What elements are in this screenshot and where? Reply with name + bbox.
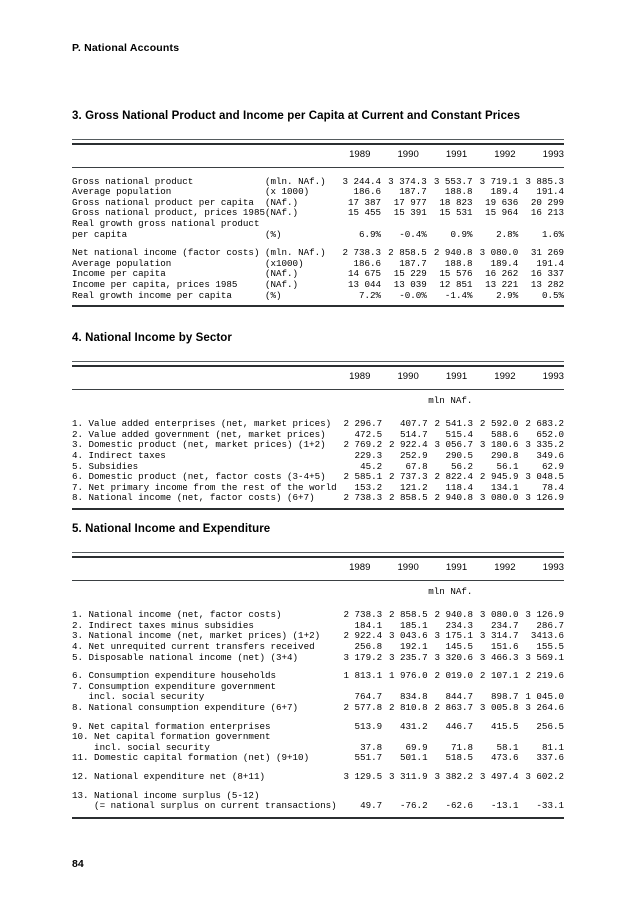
row-value: 3 311.9 <box>388 770 428 782</box>
row-label: 5. Disposable national income (net) (3+4) <box>72 651 299 663</box>
row-value: 188.8 <box>444 186 473 198</box>
row-value: 13 044 <box>347 278 382 290</box>
row-value: 3 314.7 <box>479 630 519 642</box>
row-value: 3 497.4 <box>479 770 519 782</box>
row-value: 229.3 <box>354 449 383 461</box>
row-value: 3 382.2 <box>434 770 474 782</box>
row-unit: (mln. NAf.) <box>264 175 326 187</box>
row-value: 764.7 <box>354 691 383 703</box>
row-value: 187.7 <box>399 186 427 198</box>
row-label: Real growth gross national product <box>72 217 260 229</box>
row-value: -33.1 <box>536 800 564 812</box>
row-value: 2 019.0 <box>434 670 474 682</box>
row-label: 2. Indirect taxes minus subsidies <box>72 619 254 631</box>
column-header-year: 1992 <box>494 562 516 573</box>
unit-note-row <box>72 581 564 602</box>
row-value: 513.9 <box>354 720 383 732</box>
table-header-row <box>72 558 564 580</box>
row-value: 252.9 <box>400 449 428 461</box>
row-label: 7. Net primary income from the rest of the world <box>72 481 337 493</box>
row-value: 501.1 <box>400 752 428 764</box>
row-value: 16 337 <box>530 268 564 280</box>
row-value: 69.9 <box>405 741 428 753</box>
row-label: 13. National income surplus (5-12) <box>72 789 260 801</box>
row-value: 15 229 <box>393 268 427 280</box>
table-row <box>72 280 564 291</box>
row-unit: (NAf.) <box>264 207 299 219</box>
row-value: -1.4% <box>444 289 473 301</box>
column-header-year: 1989 <box>349 149 371 160</box>
row-value: 17 387 <box>347 196 382 208</box>
row-value: 3 264.6 <box>525 701 564 713</box>
row-label: Income per capita <box>72 268 166 280</box>
row-value: 56.1 <box>496 460 519 472</box>
row-value: 3 553.7 <box>433 175 473 187</box>
row-label: 3. Domestic product (net, market prices) (1+2) <box>72 439 326 451</box>
row-value: 191.4 <box>536 257 564 269</box>
row-value: 415.5 <box>490 720 519 732</box>
table-row <box>72 291 564 302</box>
row-value: 58.1 <box>496 741 519 753</box>
row-value: 551.7 <box>354 752 383 764</box>
row-value: 19 636 <box>485 196 519 208</box>
row-value: 13 282 <box>530 278 564 290</box>
row-value: 15 576 <box>439 268 473 280</box>
row-value: -0.0% <box>399 289 427 301</box>
column-header-year: 1990 <box>397 149 419 160</box>
row-label: Gross national product per capita <box>72 196 254 208</box>
section-4-table <box>72 361 564 510</box>
row-label: 5. Subsidies <box>72 460 139 472</box>
row-value: 234.3 <box>445 619 474 631</box>
column-header-year: 1991 <box>445 371 468 382</box>
unit-note: mln NAf. <box>428 585 473 597</box>
column-header-year: 1993 <box>542 562 564 573</box>
row-value: 15 455 <box>347 207 382 219</box>
row-value: 1 976.0 <box>388 670 428 682</box>
table-5-header <box>72 558 564 580</box>
row-value: 62.9 <box>541 460 564 472</box>
row-value: 2 737.3 <box>388 471 428 483</box>
table-header-row <box>72 367 564 389</box>
row-label: Net national income (factor costs) <box>72 247 260 259</box>
chapter-header: P. National Accounts <box>72 42 180 54</box>
row-value: 337.6 <box>536 752 564 764</box>
row-value: 192.1 <box>400 640 428 652</box>
row-value: 3 719.1 <box>479 175 519 187</box>
row-value: 3413.6 <box>530 630 564 642</box>
row-value: 588.6 <box>490 428 519 440</box>
row-value: 2 738.3 <box>343 492 383 504</box>
row-value: 184.1 <box>354 619 383 631</box>
table-row <box>72 642 564 653</box>
row-value: 16 262 <box>485 268 519 280</box>
row-value: 16 213 <box>530 207 564 219</box>
section-4-title: 4. National Income by Sector <box>72 332 233 344</box>
row-value: 3 180.6 <box>479 439 519 451</box>
unit-note: mln NAf. <box>428 394 473 406</box>
row-unit: (NAf.) <box>264 196 299 208</box>
row-label: 4. Net unrequited current transfers received <box>72 640 315 652</box>
row-value: 2 858.5 <box>388 247 427 259</box>
row-value: 13 039 <box>393 278 427 290</box>
row-value: 15 391 <box>393 207 427 219</box>
row-value: 844.7 <box>445 691 474 703</box>
row-value: 2 541.3 <box>434 418 474 430</box>
row-value: 473.6 <box>490 752 519 764</box>
row-label: 1. National income (net, factor costs) <box>72 609 282 621</box>
row-value: 2 822.4 <box>434 471 474 483</box>
table-rule-bottom <box>72 305 564 307</box>
row-value: 71.8 <box>451 741 474 753</box>
row-label: Income per capita, prices 1985 <box>72 278 238 290</box>
table-row <box>72 753 564 764</box>
row-value: 3 080.0 <box>479 492 519 504</box>
table-row <box>72 653 564 664</box>
section-3-title: 3. Gross National Product and Income per Capita at Current and Constant Prices <box>72 110 521 122</box>
row-value: -0.4% <box>399 228 427 240</box>
row-value: 153.2 <box>354 481 383 493</box>
row-value: 2 810.8 <box>388 701 428 713</box>
row-value: 2 585.1 <box>343 471 383 483</box>
row-value: 3 244.4 <box>342 175 382 187</box>
row-value: 188.8 <box>444 257 473 269</box>
table-3-header <box>72 145 564 167</box>
section-5-table <box>72 552 564 819</box>
table-row <box>72 451 564 462</box>
row-label: 10. Net capital formation government <box>72 731 271 743</box>
row-label: 6. Consumption expenditure households <box>72 670 276 682</box>
row-value: 3 043.6 <box>388 630 428 642</box>
table-row <box>72 219 564 230</box>
table-header-row <box>72 145 564 167</box>
row-value: 67.8 <box>405 460 428 472</box>
row-value: 2 922.4 <box>343 630 383 642</box>
row-unit: (NAf.) <box>264 268 299 280</box>
section-5-title: 5. National Income and Expenditure <box>72 523 271 535</box>
row-value: -76.2 <box>400 800 428 812</box>
row-label: Real growth income per capita <box>72 289 232 301</box>
row-value: 2 858.5 <box>388 492 428 504</box>
table-row <box>72 601 564 621</box>
row-label-cont: incl. social security <box>72 741 210 753</box>
row-unit: (NAf.) <box>264 278 299 290</box>
section-5 <box>72 523 564 819</box>
table-rule-top-thin <box>72 361 564 362</box>
column-header-year: 1990 <box>397 562 419 573</box>
row-value: 2 107.1 <box>479 670 519 682</box>
column-header-year: 1992 <box>494 149 516 160</box>
row-value: 256.8 <box>354 640 383 652</box>
table-rule-bottom <box>72 817 564 819</box>
row-value: 118.4 <box>445 481 474 493</box>
row-value: 145.5 <box>445 640 474 652</box>
table-row <box>72 703 564 714</box>
row-label: Average population <box>72 186 172 198</box>
column-header-year: 1991 <box>445 149 468 160</box>
table-5-body <box>72 581 564 812</box>
row-value: 2 738.3 <box>343 609 383 621</box>
row-label-cont: per capita <box>72 228 128 240</box>
row-value: 17 977 <box>393 196 427 208</box>
row-label: Gross national product <box>72 175 194 187</box>
row-value: 2 738.3 <box>342 247 382 259</box>
row-label: 1. Value added enterprises (net, market prices) <box>72 418 332 430</box>
row-label: 11. Domestic capital formation (net) (9+10) <box>72 752 310 764</box>
section-3 <box>72 110 564 307</box>
table-row <box>72 772 564 783</box>
row-value: 191.4 <box>536 186 564 198</box>
row-value: 31 269 <box>530 247 564 259</box>
row-value: 472.5 <box>354 428 383 440</box>
row-value: 18 823 <box>439 196 473 208</box>
column-header-year: 1992 <box>494 371 516 382</box>
row-value: 2 863.7 <box>434 701 474 713</box>
row-value: 78.4 <box>541 481 564 493</box>
unit-note-row <box>72 390 564 411</box>
row-label: 9. Net capital formation enterprises <box>72 720 271 732</box>
row-label: 6. Domestic product (net, factor costs (3-4+5) <box>72 471 326 483</box>
row-value: 2 940.8 <box>434 609 474 621</box>
row-value: 515.4 <box>445 428 474 440</box>
row-value: 3 126.9 <box>525 609 564 621</box>
row-value: 234.7 <box>490 619 519 631</box>
row-value: 3 005.8 <box>479 701 519 713</box>
row-label: 4. Indirect taxes <box>72 449 166 461</box>
row-label-cont: incl. social security <box>72 691 205 703</box>
row-value: 3 569.1 <box>525 651 564 663</box>
row-value: 518.5 <box>445 752 474 764</box>
row-value: 3 179.2 <box>343 651 383 663</box>
row-value: 3 126.9 <box>525 492 564 504</box>
row-value: 2 296.7 <box>343 418 383 430</box>
row-value: 186.6 <box>353 257 382 269</box>
row-value: 45.2 <box>360 460 383 472</box>
row-value: 12 851 <box>439 278 473 290</box>
row-value: 3 056.7 <box>434 439 474 451</box>
column-header-year: 1993 <box>542 149 564 160</box>
row-value: 286.7 <box>536 619 564 631</box>
row-label: 8. National income (net, factor costs) (6+7) <box>72 492 315 504</box>
row-value: 121.2 <box>400 481 428 493</box>
row-value: 2 940.8 <box>433 247 473 259</box>
row-value: 3 048.5 <box>525 471 564 483</box>
row-value: 15 531 <box>439 207 473 219</box>
row-value: 6.9% <box>359 228 382 240</box>
row-unit: (x 1000) <box>264 186 310 198</box>
column-header-year: 1989 <box>349 371 371 382</box>
row-value: 834.8 <box>400 691 428 703</box>
row-value: 3 175.1 <box>434 630 474 642</box>
row-value: 514.7 <box>400 428 428 440</box>
table-4-header <box>72 367 564 389</box>
row-value: 652.0 <box>536 428 564 440</box>
row-label: 2. Value added government (net, market prices) <box>72 428 326 440</box>
row-unit: (%) <box>264 289 282 301</box>
row-value: 290.8 <box>490 449 519 461</box>
table-row <box>72 410 564 430</box>
row-label: 8. National consumption expenditure (6+7) <box>72 701 299 713</box>
row-value: 186.6 <box>353 186 382 198</box>
column-header-year: 1991 <box>445 562 468 573</box>
row-value: 2 683.2 <box>525 418 564 430</box>
row-value: 3 885.3 <box>525 175 564 187</box>
row-value: 3 235.7 <box>388 651 428 663</box>
row-value: 3 335.2 <box>525 439 564 451</box>
table-row <box>72 230 564 241</box>
row-value: 407.7 <box>400 418 428 430</box>
row-value: 290.5 <box>445 449 474 461</box>
row-value: 134.1 <box>490 481 519 493</box>
column-header-year: 1989 <box>349 562 371 573</box>
row-value: 2 219.6 <box>525 670 564 682</box>
section-4 <box>72 332 564 510</box>
row-value: 3 129.5 <box>343 770 383 782</box>
row-value: 2 940.8 <box>434 492 474 504</box>
table-3-body <box>72 168 564 302</box>
row-value: -13.1 <box>490 800 519 812</box>
row-value: 187.7 <box>399 257 427 269</box>
row-value: 2.9% <box>496 289 519 301</box>
row-value: 3 602.2 <box>525 770 564 782</box>
row-value: 0.5% <box>541 289 564 301</box>
table-row <box>72 493 564 504</box>
row-value: 2 592.0 <box>479 418 519 430</box>
row-value: 1.6% <box>541 228 564 240</box>
row-value: 1 813.1 <box>343 670 383 682</box>
section-3-table <box>72 139 564 307</box>
column-header-year: 1990 <box>397 371 419 382</box>
row-value: 2 577.8 <box>343 701 383 713</box>
row-value: 2 945.9 <box>479 471 519 483</box>
row-value: 256.5 <box>536 720 564 732</box>
row-label: 12. National expenditure net (8+11) <box>72 770 265 782</box>
row-value: 3 320.6 <box>434 651 474 663</box>
row-value: 431.2 <box>400 720 428 732</box>
row-value: 189.4 <box>490 186 519 198</box>
row-value: 189.4 <box>490 257 519 269</box>
row-value: 56.2 <box>451 460 474 472</box>
row-label: 3. National income (net, market prices) (1+2) <box>72 630 321 642</box>
row-value: 13 221 <box>485 278 519 290</box>
row-unit: (%) <box>264 228 282 240</box>
row-value: 2 769.2 <box>343 439 383 451</box>
row-value: -62.6 <box>445 800 474 812</box>
row-value: 155.5 <box>536 640 564 652</box>
table-rule-bottom <box>72 508 564 510</box>
table-rule-top-thin <box>72 552 564 553</box>
row-value: 37.8 <box>360 741 383 753</box>
row-value: 3 374.3 <box>388 175 427 187</box>
row-value: 2 922.4 <box>388 439 428 451</box>
row-label-cont: (= national surplus on current transactions) <box>72 800 337 812</box>
row-label: 7. Consumption expenditure government <box>72 680 276 692</box>
row-value: 898.7 <box>490 691 519 703</box>
row-value: 14 675 <box>347 268 382 280</box>
row-value: 0.9% <box>450 228 473 240</box>
row-value: 2 858.5 <box>388 609 428 621</box>
row-value: 446.7 <box>445 720 474 732</box>
row-value: 1 045.0 <box>525 691 564 703</box>
row-value: 81.1 <box>541 741 564 753</box>
row-value: 3 080.0 <box>479 609 519 621</box>
row-unit: (mln. NAf.) <box>264 247 326 259</box>
row-value: 3 080.0 <box>479 247 519 259</box>
table-4-body <box>72 390 564 504</box>
row-value: 3 466.3 <box>479 651 519 663</box>
column-header-year: 1993 <box>542 371 564 382</box>
row-value: 2.8% <box>496 228 519 240</box>
row-value: 151.6 <box>490 640 519 652</box>
table-row <box>72 168 564 188</box>
row-value: 20 299 <box>530 196 564 208</box>
row-value: 7.2% <box>359 289 382 301</box>
row-value: 349.6 <box>536 449 564 461</box>
row-value: 15 964 <box>485 207 519 219</box>
row-label: Average population <box>72 257 172 269</box>
row-value: 185.1 <box>400 619 428 631</box>
row-value: 49.7 <box>360 800 383 812</box>
table-row <box>72 801 564 812</box>
row-label: Gross national product, prices 1985 <box>72 207 265 219</box>
table-rule-top-thin <box>72 139 564 140</box>
row-unit: (x1000) <box>264 257 304 269</box>
page-number: 84 <box>72 858 84 870</box>
